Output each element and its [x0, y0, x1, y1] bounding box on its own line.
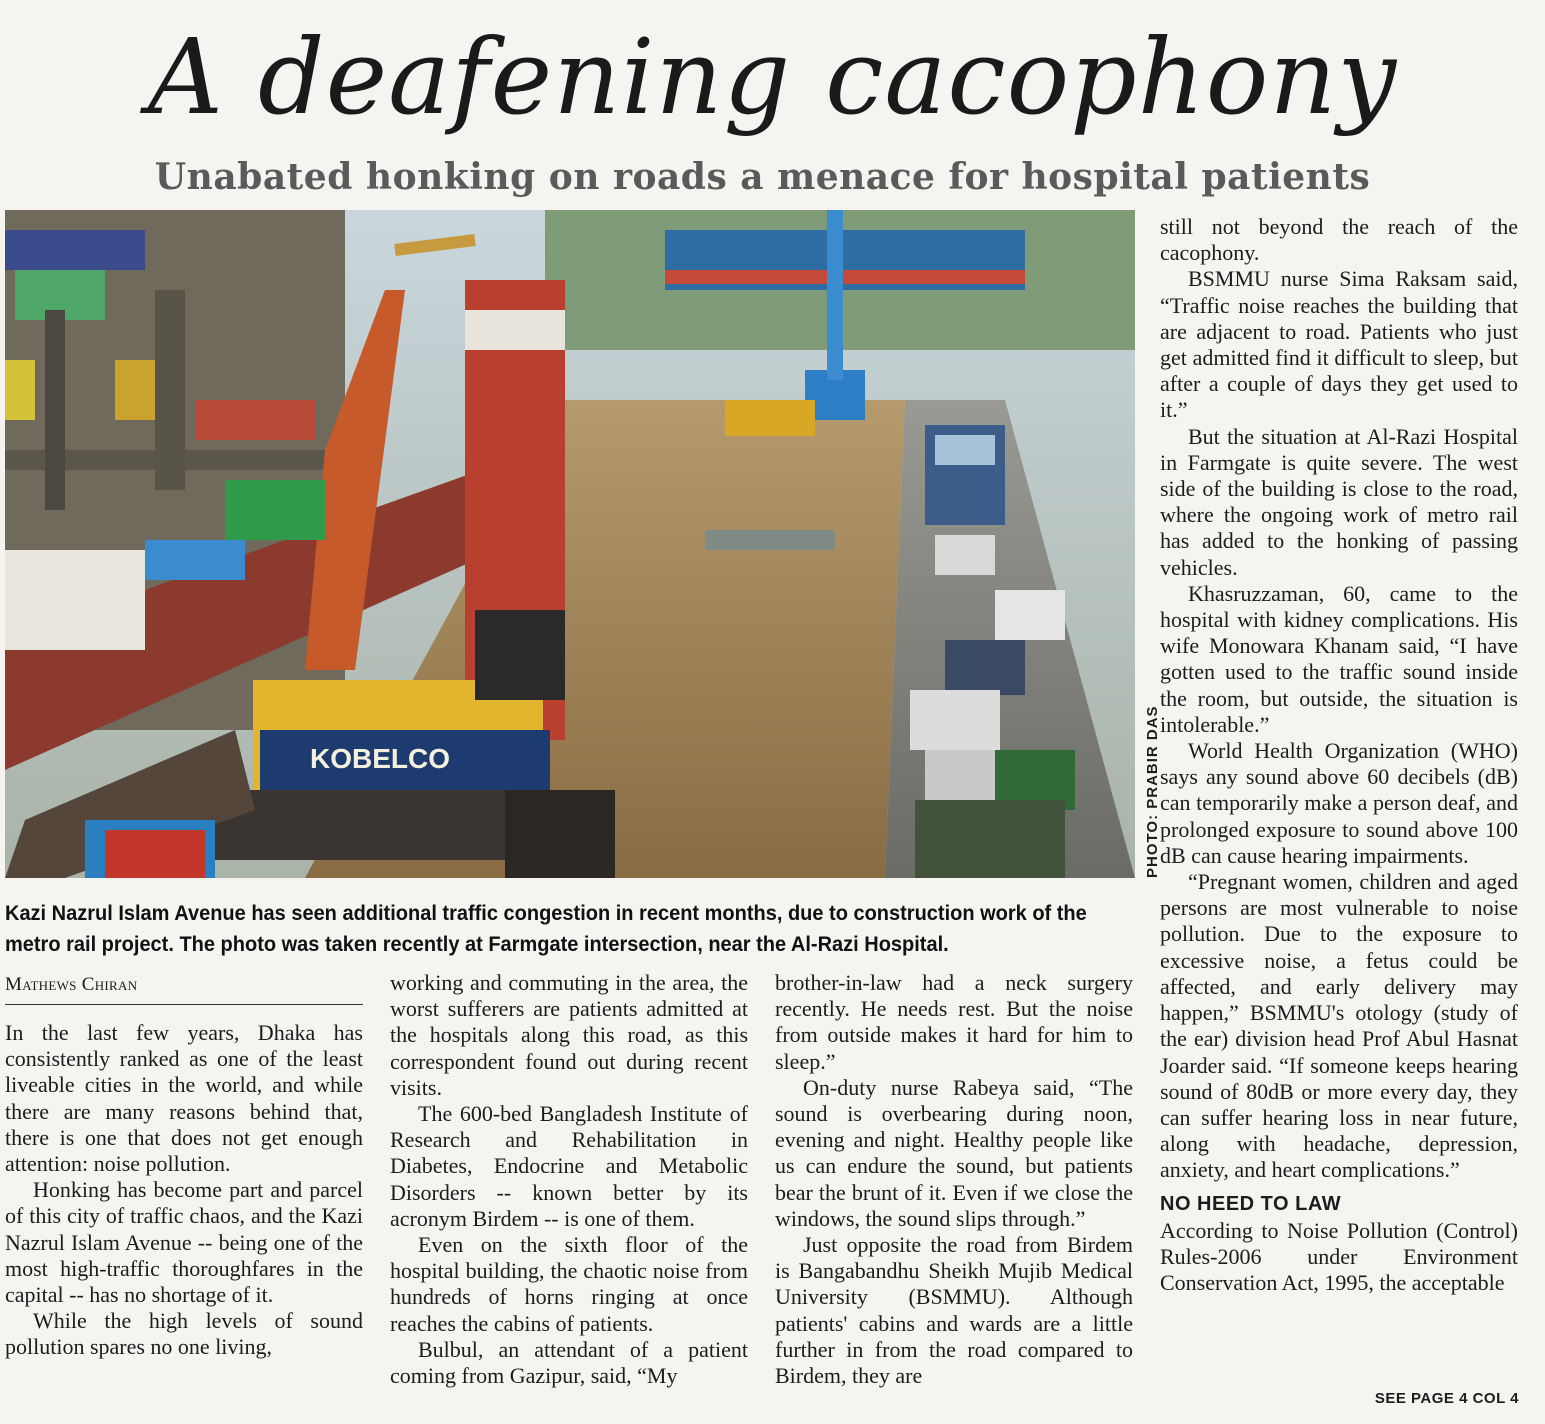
paragraph: In the last few years, Dhaka has consistently ranked as one of the least liveable cities in the world, and while there are many reasons behind that, there is one that does not get enough attention: noise pollution. [5, 1020, 363, 1177]
article-column-4 [1160, 214, 1518, 1296]
paragraph: On-duty nurse Rabeya said, “The sound is overbearing during noon, evening and night. Healthy people like us can endure the sound, but patients bear the brunt of it. Even if we close the windows, the sound slips through.” [775, 1074, 1133, 1231]
article-column-1 [5, 1020, 363, 1361]
paragraph: “Pregnant women, children and aged persons are most vulnerable to noise pollution. Due to the exposure to excessive noise, a fetus could be affected, and early delivery may happen,” BSMMU's otology (study of the ear) division head Prof Abul Hasnat Joarder said. “If someone keeps hearing sound of 80dB or more every day, they can suffer hearing loss in near future, along with headache, depression, anxiety, and heart complications.” [1160, 869, 1518, 1183]
paragraph: Honking has become part and parcel of this city of traffic chaos, and the Kazi Nazrul Islam Avenue -- being one of the most high-traffic thoroughfares in the capital -- has no shortage of it. [5, 1177, 363, 1308]
paragraph: While the high levels of sound pollution spares no one living, [5, 1308, 363, 1360]
paragraph: But the situation at Al-Razi Hospital in Farmgate is quite severe. The west side of the building is close to the road, where the ongoing work of metro rail has added to the honking of passing vehicles. [1160, 423, 1518, 580]
article-column-3 [775, 970, 1133, 1389]
photo-credit: PHOTO: PRABIR DAS [1144, 705, 1161, 878]
paragraph: World Health Organization (WHO) says any sound above 60 decibels (dB) can temporarily make a person deaf, and prolonged exposure to sound above 100 dB can cause hearing impairments. [1160, 738, 1518, 868]
jump-line[interactable]: SEE PAGE 4 COL 4 [1374, 1390, 1519, 1407]
paragraph: The 600-bed Bangladesh Institute of Research and Rehabilitation in Diabetes, Endocrine and Metabolic Disorders -- known better by its acronym Birdem -- is one of them. [390, 1101, 748, 1231]
paragraph: According to Noise Pollution (Control) Rules-2006 under Environment Conservation Act, 1995, the acceptable [1160, 1217, 1518, 1295]
paragraph: Even on the sixth floor of the hospital building, the chaotic noise from hundreds of horns ringing at once reaches the cabins of patients. [390, 1232, 748, 1336]
paragraph: BSMMU nurse Sima Raksam said, “Traffic noise reaches the building that are adjacent to road. Patients who just get admitted find it difficult to sleep, but after a couple of days they get used to it.” [1160, 266, 1518, 423]
paragraph: still not beyond the reach of the cacophony. [1160, 214, 1518, 266]
article-column-2 [390, 970, 748, 1389]
paragraph: brother-in-law had a neck surgery recently. He needs rest. But the noise from outside makes it hard for him to sleep.” [775, 970, 1133, 1074]
paragraph: Bulbul, an attendant of a patient coming from Gazipur, said, “My [390, 1336, 748, 1389]
paragraph: Khasruzzaman, 60, came to the hospital with kidney complications. His wife Monowara Khanam said, “I have gotten used to the traffic sound inside the room, but outside, the situation is intolerable.” [1160, 580, 1518, 737]
paragraph: working and commuting in the area, the worst sufferers are patients admitted at the hospitals along this road, as this correspondent found out during recent visits. [390, 970, 748, 1100]
headline: A deafening cacophony [147, 16, 1398, 138]
excavator-brand: KOBELCO [310, 743, 450, 774]
photo-caption: Kazi Nazrul Islam Avenue has seen additional traffic congestion in recent months, due to construction work of the metro rail project. The photo was taken recently at Farmgate intersection, near the Al-Razi Hospital. [5, 901, 1087, 956]
subheadline: Unabated honking on roads a menace for hospital patients [154, 156, 1371, 198]
news-photo [5, 210, 1135, 878]
paragraph: Just opposite the road from Birdem is Bangabandhu Sheikh Mujib Medical University (BSMMU). Although patients' cabins and wards are a little further in from the road compared to Birdem, they are [775, 1232, 1133, 1389]
section-subhead: NO HEED TO LAW [1160, 1192, 1342, 1215]
byline: Mathews Chiran [5, 974, 363, 1005]
